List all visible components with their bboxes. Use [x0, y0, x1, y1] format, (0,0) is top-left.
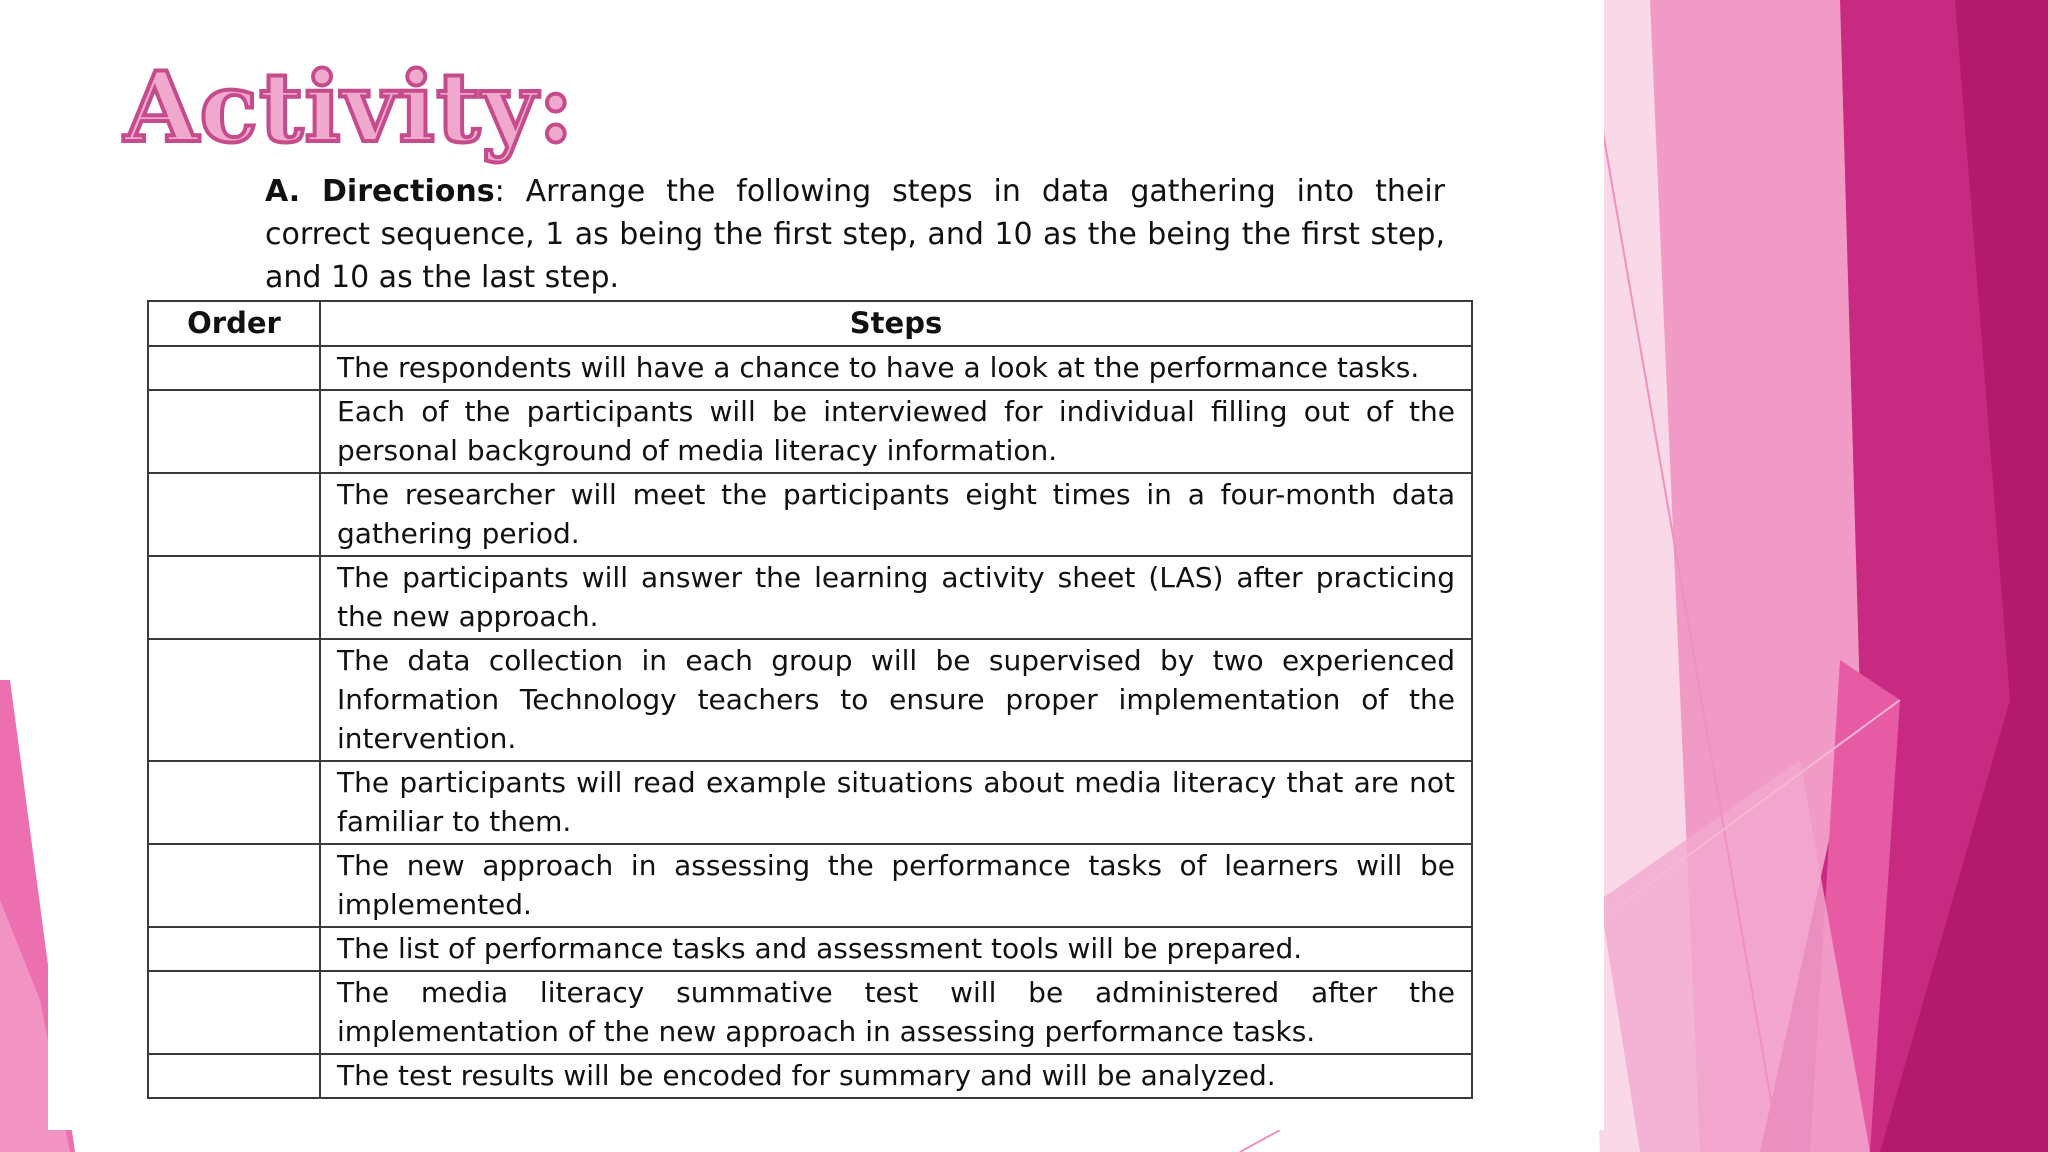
- table-row: [148, 346, 1472, 390]
- order-cell[interactable]: [148, 761, 320, 844]
- table-row: [148, 927, 1472, 971]
- table-row: [148, 761, 1472, 844]
- step-cell: The data collection in each group will be supervised by two experienced Information Technology teachers to ensure proper implementation of the intervention.: [320, 639, 1472, 761]
- table-row: [148, 639, 1472, 761]
- order-cell[interactable]: [148, 346, 320, 390]
- steps-column-header: Steps: [320, 301, 1472, 346]
- order-cell[interactable]: [148, 639, 320, 761]
- table-row: [148, 390, 1472, 473]
- table-row: [148, 556, 1472, 639]
- step-cell: Each of the participants will be interviewed for individual filling out of the personal background of media literacy information.: [320, 390, 1472, 473]
- step-cell: The participants will read example situations about media literacy that are not familiar to them.: [320, 761, 1472, 844]
- step-cell: The test results will be encoded for summary and will be analyzed.: [320, 1054, 1472, 1098]
- step-cell: The researcher will meet the participants eight times in a four-month data gathering period.: [320, 473, 1472, 556]
- order-cell[interactable]: [148, 1054, 320, 1098]
- table-row: [148, 1054, 1472, 1098]
- table-row: [148, 971, 1472, 1054]
- directions-paragraph: [265, 170, 1445, 299]
- order-cell[interactable]: [148, 556, 320, 639]
- table-header-row: [148, 301, 1472, 346]
- order-cell[interactable]: [148, 473, 320, 556]
- step-cell: The new approach in assessing the performance tasks of learners will be implemented.: [320, 844, 1472, 927]
- order-cell[interactable]: [148, 844, 320, 927]
- step-cell: The respondents will have a chance to have a look at the performance tasks.: [320, 346, 1472, 390]
- table-row: [148, 473, 1472, 556]
- steps-table: [147, 300, 1473, 1099]
- order-cell[interactable]: [148, 927, 320, 971]
- step-cell: The list of performance tasks and assessment tools will be prepared.: [320, 927, 1472, 971]
- order-column-header: Order: [148, 301, 320, 346]
- order-cell[interactable]: [148, 971, 320, 1054]
- order-cell[interactable]: [148, 390, 320, 473]
- directions-label: A. Directions: [265, 174, 495, 209]
- step-cell: The media literacy summative test will be administered after the implementation of the new approach in assessing performance tasks.: [320, 971, 1472, 1054]
- step-cell: The participants will answer the learning activity sheet (LAS) after practicing the new approach.: [320, 556, 1472, 639]
- table-row: [148, 844, 1472, 927]
- directions-text: : Arrange the following steps in data gathering into their correct sequence, 1 as being the first step, and 10 as the being the first step, and 10 as the last step.: [265, 174, 1445, 295]
- page-title: Activity:: [124, 51, 575, 164]
